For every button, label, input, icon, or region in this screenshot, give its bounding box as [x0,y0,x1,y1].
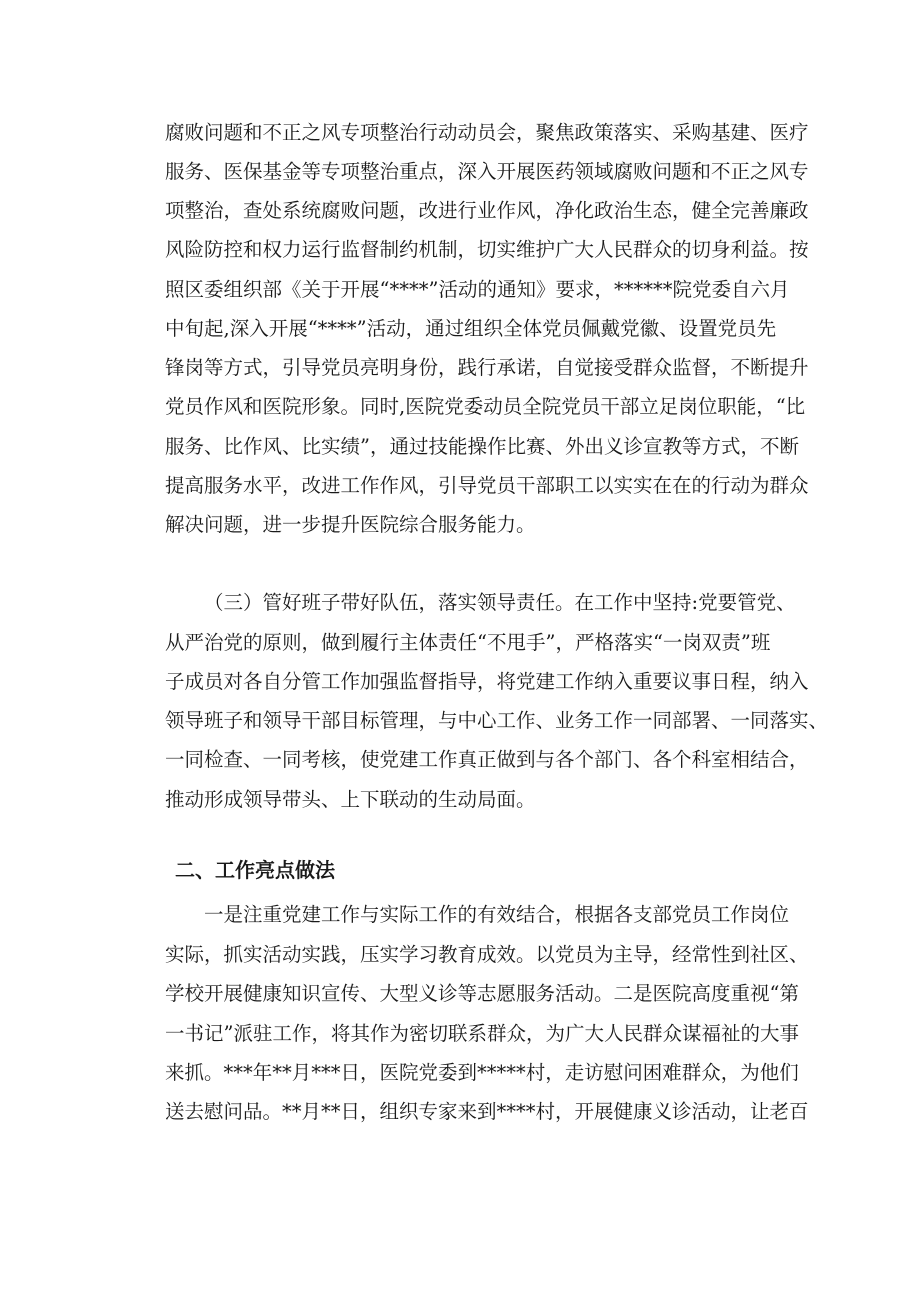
text-line: 子成员对各自分管工作加强监督指导，将党建工作纳入重要议事日程，纳入 [165,670,809,693]
text-line: 提高服务水平，改进工作作风，引导党员干部职工以实实在在的行动为群众 [165,474,809,497]
text-line: 领导班子和领导干部目标管理，与中心工作、业务工作一同部署、一同落实、 [165,709,829,732]
text-line: 一同检查、一同考核，使党建工作真正做到与各个部门、各个科室相结合， [165,748,809,771]
text-line: 解决问题，进一步提升医院综合服务能力。 [165,513,536,536]
text-line: 实际，抓实活动实践，压实学习教育成效。以党员为主导，经常性到社区、 [165,943,809,966]
text-line: 中旬起,深入开展“****”活动，通过组织全体党员佩戴党徽、设置党员先 [165,317,777,340]
text-line: 服务、比作风、比实绩”，通过技能操作比赛、外出义诊宣教等方式，不断 [165,435,799,458]
text-line: 从严治党的原则，做到履行主体责任“不甩手”，严格落实“一岗双责”班 [165,631,771,654]
text-line: 送去慰问品。**月**日，组织专家来到****村，开展健康义诊活动，让老百 [165,1100,809,1123]
section-heading: 二、工作亮点做法 [175,858,335,882]
text-line: 项整治，查处系统腐败问题，改进行业作风，净化政治生态，健全完善廉政 [165,199,809,222]
text-line: 一书记”派驻工作，将其作为密切联系群众，为广大人民群众谋福祉的大事 [165,1022,799,1045]
text-line: 学校开展健康知识宣传、大型义诊等志愿服务活动。二是医院高度重视“第 [165,982,799,1005]
text-line: 腐败问题和不正之风专项整治行动动员会，聚焦政策落实、采购基建、医疗 [165,121,809,144]
text-line: 一是注重党建工作与实际工作的有效结合，根据各支部党员工作岗位 [204,903,790,926]
text-line: 推动形成领导带头、上下联动的生动局面。 [165,788,536,811]
text-line: 来抓。***年**月***日，医院党委到*****村，走访慰问困难群众，为他们 [165,1061,799,1084]
text-line: 锋岗等方式，引导党员亮明身份，践行承诺，自觉接受群众监督，不断提升 [165,356,809,379]
text-line: 照区委组织部《关于开展“****”活动的通知》要求，******院党委自六月 [165,278,790,301]
text-line: 党员作风和医院形象。同时,医院党委动员全院党员干部立足岗位职能，“比 [165,395,806,418]
text-line: 服务、医保基金等专项整治重点，深入开展医药领域腐败问题和不正之风专 [165,160,809,183]
text-line: （三）管好班子带好队伍，落实领导责任。在工作中坚持:党要管党、 [204,591,796,614]
text-line: 风险防控和权力运行监督制约机制，切实维护广大人民群众的切身利益。按 [165,238,809,261]
